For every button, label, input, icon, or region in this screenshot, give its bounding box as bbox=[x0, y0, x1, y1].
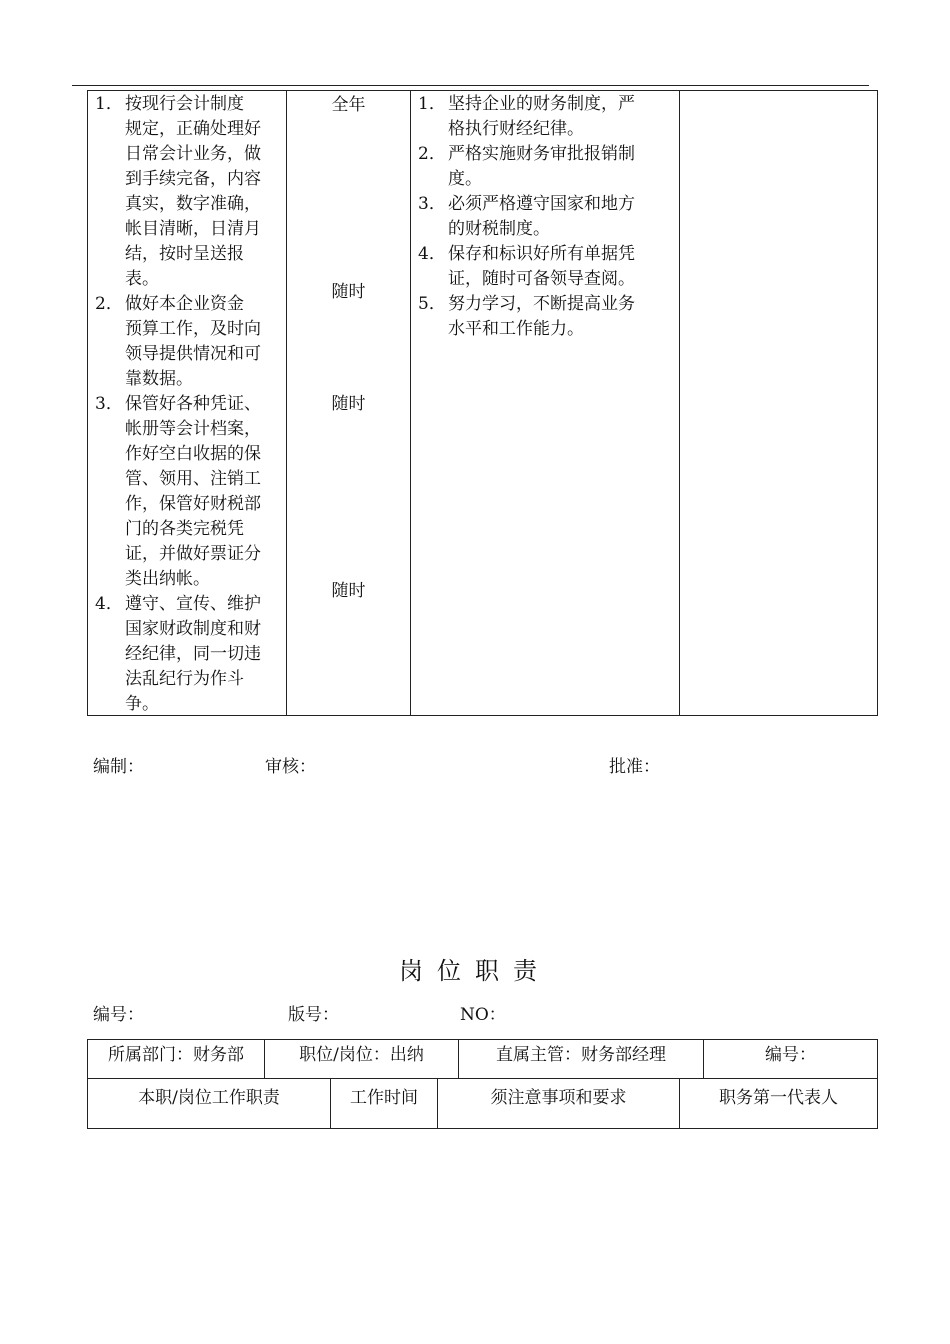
duty-item: 4． 遵守、宣传、维护 国家财政制度和财 经纪律，同一切违 法乱纪行为作斗 争。 bbox=[95, 594, 261, 714]
work-time: 随时 bbox=[331, 282, 366, 302]
work-time: 随时 bbox=[331, 581, 366, 601]
requirement-item: 4． 保存和标识好所有单据凭 证，随时可备领导查阅。 bbox=[418, 244, 635, 289]
work-time: 全年 bbox=[331, 95, 366, 115]
duty-item: 1． 按现行会计制度 规定，正确处理好 日常会计业务，做 到手续完备，内容 真实，数字准确， 帐目清晰，日清月 结，按时呈送报 表。 bbox=[95, 94, 261, 289]
table-row-divider bbox=[87, 1078, 878, 1079]
supervisor-cell: 直属主管：财务部经理 bbox=[496, 1045, 666, 1065]
number-label: 编号： bbox=[93, 1005, 144, 1025]
duties-list bbox=[87, 92, 285, 717]
top-rule bbox=[72, 85, 869, 86]
requirements-list bbox=[410, 92, 678, 342]
approved-label: 批准： bbox=[609, 757, 660, 777]
work-time: 随时 bbox=[331, 394, 366, 414]
duty-item: 3． 保管好各种凭证、 帐册等会计档案， 作好空白收据的保 管、领用、注销工 作，保管好财税部 门的各类完税凭 证，并做好票证分 类出纳帐。 bbox=[95, 394, 261, 589]
department-cell: 所属部门：财务部 bbox=[108, 1045, 244, 1065]
no-label: NO： bbox=[460, 1005, 506, 1025]
table-divider bbox=[679, 90, 680, 716]
duty-item: 2． 做好本企业资金 预算工作，及时向 领导提供情况和可 靠数据。 bbox=[95, 294, 261, 389]
time-header: 工作时间 bbox=[350, 1088, 418, 1108]
duties-header: 本职/岗位工作职责 bbox=[138, 1088, 280, 1108]
version-label: 版号： bbox=[288, 1005, 339, 1025]
position-cell: 职位/岗位：出纳 bbox=[299, 1045, 424, 1065]
representative-header: 职务第一代表人 bbox=[719, 1088, 838, 1108]
code-cell: 编号： bbox=[765, 1045, 816, 1065]
requirement-item: 2． 严格实施财务审批报销制 度。 bbox=[418, 144, 635, 189]
notes-header: 须注意事项和要求 bbox=[490, 1088, 627, 1108]
requirement-item: 5． 努力学习，不断提高业务 水平和工作能力。 bbox=[418, 294, 635, 339]
requirement-item: 1． 坚持企业的财务制度，严 格执行财经纪律。 bbox=[418, 94, 635, 139]
requirement-item: 3． 必须严格遵守国家和地方 的财税制度。 bbox=[418, 194, 635, 239]
reviewed-label: 审核： bbox=[265, 757, 316, 777]
compiled-label: 编制： bbox=[93, 757, 144, 777]
page-title: 岗位职责 bbox=[399, 957, 551, 985]
